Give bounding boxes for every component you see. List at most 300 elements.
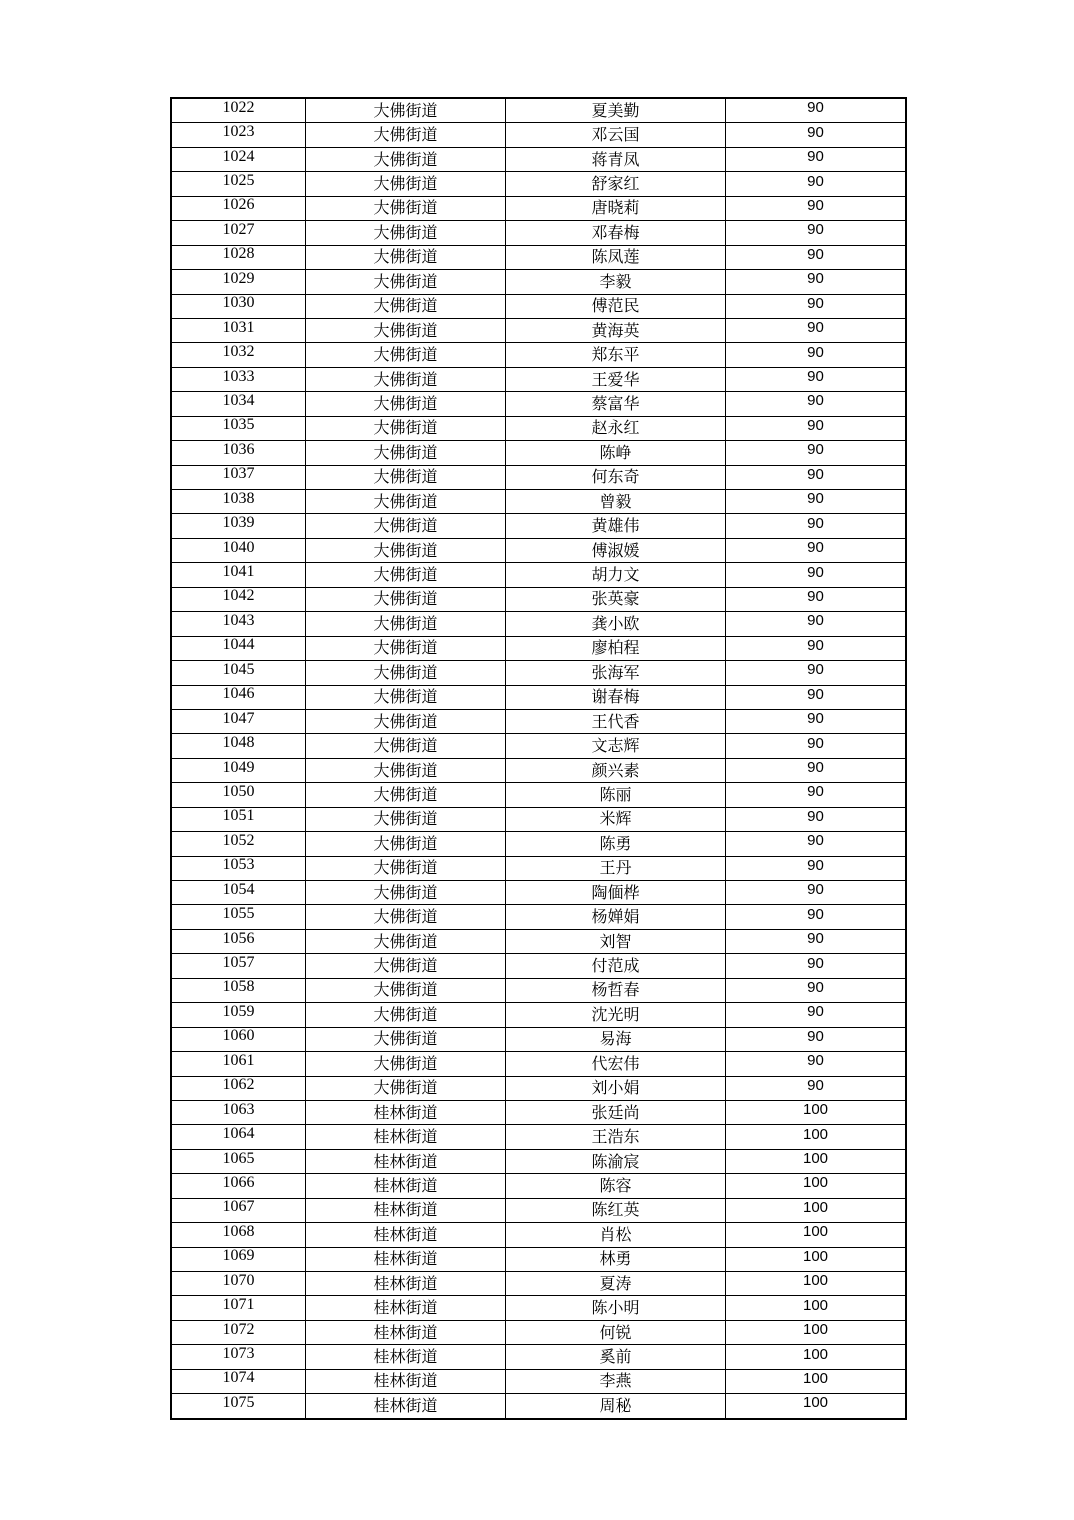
cell-name: 陈小明 [506, 1296, 726, 1320]
cell-street: 桂林街道 [306, 1198, 506, 1222]
cell-amount-text: 90 [807, 978, 824, 996]
cell-amount-text: 100 [802, 1345, 829, 1363]
cell-amount-text: 90 [807, 514, 824, 532]
cell-id-text: 1034 [222, 391, 255, 409]
cell-id [171, 856, 306, 880]
cell-amount-text: 90 [807, 636, 824, 654]
cell-amount-text: 90 [807, 856, 824, 874]
cell-id [171, 490, 306, 514]
cell-amount-text: 90 [807, 759, 824, 777]
table-row [171, 245, 906, 269]
cell-amount-text: 90 [807, 832, 824, 850]
table-row [171, 98, 906, 123]
cell-amount-text: 90 [807, 221, 824, 239]
cell-street: 大佛街道 [306, 416, 506, 440]
cell-amount [726, 1125, 907, 1149]
cell-id [171, 514, 306, 538]
cell-street: 大佛街道 [306, 147, 506, 171]
cell-amount [726, 1076, 907, 1100]
cell-amount-text: 90 [807, 392, 824, 410]
table-row [171, 1125, 906, 1149]
cell-id-text: 1035 [222, 416, 255, 434]
cell-name: 杨哲春 [506, 978, 726, 1002]
cell-name: 郑东平 [506, 343, 726, 367]
cell-amount-text: 90 [807, 416, 824, 434]
cell-amount [726, 612, 907, 636]
cell-id-text: 1057 [222, 954, 255, 972]
cell-id [171, 1223, 306, 1247]
cell-id-text: 1031 [222, 318, 255, 336]
cell-amount-text: 100 [802, 1321, 829, 1339]
table-row [171, 685, 906, 709]
cell-id-text: 1043 [222, 611, 255, 629]
table-row [171, 1149, 906, 1173]
cell-amount [726, 318, 907, 342]
cell-name: 代宏伟 [506, 1052, 726, 1076]
cell-id-text: 1037 [222, 465, 255, 483]
cell-amount [726, 587, 907, 611]
cell-amount [726, 490, 907, 514]
cell-name: 陈勇 [506, 832, 726, 856]
cell-id [171, 1125, 306, 1149]
cell-amount [726, 1003, 907, 1027]
table-row [171, 1027, 906, 1051]
cell-street: 大佛街道 [306, 563, 506, 587]
cell-id [171, 636, 306, 660]
cell-name: 夏美勤 [506, 98, 726, 123]
table-row [171, 807, 906, 831]
cell-id [171, 465, 306, 489]
cell-name: 傅范民 [506, 294, 726, 318]
cell-amount [726, 1052, 907, 1076]
cell-name: 颜兴素 [506, 758, 726, 782]
table-row [171, 465, 906, 489]
cell-name: 张廷尚 [506, 1100, 726, 1124]
table-row [171, 367, 906, 391]
cell-id-text: 1040 [222, 538, 255, 556]
cell-amount [726, 807, 907, 831]
cell-amount [726, 294, 907, 318]
cell-street: 大佛街道 [306, 367, 506, 391]
cell-amount-text: 100 [802, 1174, 829, 1192]
cell-street: 大佛街道 [306, 1027, 506, 1051]
cell-id [171, 343, 306, 367]
table-row [171, 1100, 906, 1124]
cell-street: 大佛街道 [306, 1003, 506, 1027]
cell-name: 廖柏程 [506, 636, 726, 660]
cell-name: 易海 [506, 1027, 726, 1051]
cell-name: 黄雄伟 [506, 514, 726, 538]
cell-amount-text: 90 [807, 905, 824, 923]
cell-id [171, 905, 306, 929]
cell-name: 陈红英 [506, 1198, 726, 1222]
cell-id-text: 1029 [222, 269, 255, 287]
cell-amount [726, 929, 907, 953]
cell-amount-text: 90 [807, 563, 824, 581]
cell-street: 桂林街道 [306, 1247, 506, 1271]
cell-amount [726, 221, 907, 245]
cell-id-text: 1073 [222, 1345, 255, 1363]
cell-id [171, 1052, 306, 1076]
cell-street: 桂林街道 [306, 1296, 506, 1320]
cell-amount-text: 90 [807, 1076, 824, 1094]
cell-amount-text: 90 [807, 294, 824, 312]
cell-name: 谢春梅 [506, 685, 726, 709]
cell-id-text: 1052 [222, 831, 255, 849]
cell-id-text: 1061 [222, 1051, 255, 1069]
cell-street: 大佛街道 [306, 929, 506, 953]
cell-name: 邓云国 [506, 123, 726, 147]
table-row [171, 538, 906, 562]
cell-street: 大佛街道 [306, 1052, 506, 1076]
cell-amount-text: 90 [807, 148, 824, 166]
table-row [171, 1272, 906, 1296]
cell-id [171, 1149, 306, 1173]
cell-id [171, 954, 306, 978]
table-row [171, 221, 906, 245]
cell-name: 何东奇 [506, 465, 726, 489]
table-row [171, 1198, 906, 1222]
cell-name: 黄海英 [506, 318, 726, 342]
cell-id-text: 1038 [222, 489, 255, 507]
cell-street: 大佛街道 [306, 392, 506, 416]
table-row [171, 1296, 906, 1320]
cell-amount-text: 100 [802, 1150, 829, 1168]
cell-id-text: 1063 [222, 1100, 255, 1118]
cell-name: 龚小欧 [506, 612, 726, 636]
cell-street: 大佛街道 [306, 905, 506, 929]
cell-amount [726, 123, 907, 147]
cell-id [171, 172, 306, 196]
cell-amount-text: 90 [807, 196, 824, 214]
cell-name: 王爱华 [506, 367, 726, 391]
cell-id-text: 1039 [222, 514, 255, 532]
cell-amount [726, 1149, 907, 1173]
table-row [171, 1223, 906, 1247]
cell-street: 大佛街道 [306, 661, 506, 685]
cell-amount-text: 90 [807, 612, 824, 630]
cell-amount-text: 100 [802, 1272, 829, 1290]
cell-name: 邓春梅 [506, 221, 726, 245]
cell-amount-text: 90 [807, 954, 824, 972]
table-body [171, 98, 906, 1419]
cell-id-text: 1033 [222, 367, 255, 385]
cell-street: 大佛街道 [306, 832, 506, 856]
cell-street: 大佛街道 [306, 98, 506, 123]
cell-id [171, 416, 306, 440]
cell-amount [726, 1174, 907, 1198]
cell-street: 大佛街道 [306, 490, 506, 514]
cell-amount-text: 90 [807, 734, 824, 752]
cell-street: 桂林街道 [306, 1394, 506, 1419]
cell-name: 张英豪 [506, 587, 726, 611]
cell-amount [726, 1100, 907, 1124]
cell-id-text: 1067 [222, 1198, 255, 1216]
cell-amount-text: 100 [802, 1369, 829, 1387]
table-row [171, 661, 906, 685]
cell-id [171, 147, 306, 171]
cell-street: 大佛街道 [306, 196, 506, 220]
cell-amount-text: 90 [807, 881, 824, 899]
cell-amount-text: 100 [802, 1296, 829, 1314]
data-table [170, 97, 907, 1420]
cell-amount [726, 832, 907, 856]
cell-id-text: 1060 [222, 1027, 255, 1045]
cell-street: 大佛街道 [306, 783, 506, 807]
cell-id-text: 1064 [222, 1125, 255, 1143]
cell-id [171, 978, 306, 1002]
cell-name: 陈容 [506, 1174, 726, 1198]
cell-amount [726, 147, 907, 171]
cell-id-text: 1055 [222, 905, 255, 923]
cell-amount-text: 90 [807, 441, 824, 459]
cell-street: 大佛街道 [306, 294, 506, 318]
cell-id-text: 1022 [222, 98, 255, 116]
cell-id [171, 294, 306, 318]
cell-id [171, 1247, 306, 1271]
cell-name: 王浩东 [506, 1125, 726, 1149]
cell-name: 赵永红 [506, 416, 726, 440]
table-row [171, 783, 906, 807]
cell-name: 陈峥 [506, 441, 726, 465]
cell-name: 夏涛 [506, 1272, 726, 1296]
cell-amount [726, 661, 907, 685]
table-row [171, 954, 906, 978]
cell-street: 桂林街道 [306, 1174, 506, 1198]
table-row [171, 758, 906, 782]
cell-id [171, 1198, 306, 1222]
cell-amount [726, 441, 907, 465]
cell-name: 曾毅 [506, 490, 726, 514]
table-row [171, 734, 906, 758]
table-row [171, 392, 906, 416]
cell-street: 大佛街道 [306, 612, 506, 636]
cell-id [171, 832, 306, 856]
cell-amount-text: 90 [807, 123, 824, 141]
cell-street: 桂林街道 [306, 1100, 506, 1124]
table-row [171, 490, 906, 514]
cell-name: 陈凤莲 [506, 245, 726, 269]
cell-id-text: 1068 [222, 1222, 255, 1240]
cell-id-text: 1047 [222, 709, 255, 727]
table-row [171, 514, 906, 538]
cell-name: 蔡富华 [506, 392, 726, 416]
cell-amount-text: 90 [807, 783, 824, 801]
cell-id-text: 1026 [222, 196, 255, 214]
cell-street: 大佛街道 [306, 270, 506, 294]
table-row [171, 636, 906, 660]
cell-id-text: 1066 [222, 1173, 255, 1191]
table-row [171, 441, 906, 465]
cell-amount-text: 90 [807, 1052, 824, 1070]
cell-id [171, 563, 306, 587]
table-row [171, 123, 906, 147]
cell-amount [726, 563, 907, 587]
cell-amount [726, 1394, 907, 1419]
cell-id [171, 734, 306, 758]
cell-id [171, 441, 306, 465]
cell-id-text: 1046 [222, 685, 255, 703]
cell-id [171, 1369, 306, 1393]
table-row [171, 294, 906, 318]
cell-name: 王丹 [506, 856, 726, 880]
table-row [171, 1394, 906, 1419]
table-row [171, 1052, 906, 1076]
cell-street: 大佛街道 [306, 954, 506, 978]
cell-amount-text: 90 [807, 245, 824, 263]
cell-amount [726, 465, 907, 489]
cell-amount [726, 245, 907, 269]
cell-id [171, 929, 306, 953]
cell-name: 杨婵娟 [506, 905, 726, 929]
cell-id [171, 392, 306, 416]
table-row [171, 416, 906, 440]
cell-name: 陈丽 [506, 783, 726, 807]
table-row [171, 172, 906, 196]
cell-street: 大佛街道 [306, 514, 506, 538]
cell-street: 大佛街道 [306, 856, 506, 880]
cell-amount [726, 856, 907, 880]
table-row [171, 1369, 906, 1393]
cell-amount [726, 1296, 907, 1320]
cell-id [171, 587, 306, 611]
table-row [171, 1174, 906, 1198]
cell-name: 肖松 [506, 1223, 726, 1247]
cell-amount [726, 1198, 907, 1222]
cell-id-text: 1024 [222, 147, 255, 165]
cell-id-text: 1053 [222, 856, 255, 874]
cell-amount-text: 90 [807, 270, 824, 288]
cell-id-text: 1041 [222, 563, 255, 581]
cell-amount [726, 196, 907, 220]
cell-amount [726, 98, 907, 123]
cell-street: 大佛街道 [306, 123, 506, 147]
cell-name: 沈光明 [506, 1003, 726, 1027]
cell-id [171, 612, 306, 636]
cell-amount [726, 1027, 907, 1051]
cell-street: 桂林街道 [306, 1125, 506, 1149]
cell-id-text: 1049 [222, 758, 255, 776]
cell-amount [726, 636, 907, 660]
cell-name: 米辉 [506, 807, 726, 831]
cell-id [171, 196, 306, 220]
cell-id [171, 1394, 306, 1419]
cell-amount-text: 90 [807, 587, 824, 605]
cell-id [171, 661, 306, 685]
cell-name: 舒家红 [506, 172, 726, 196]
cell-id [171, 1027, 306, 1051]
cell-id [171, 538, 306, 562]
table-row [171, 1247, 906, 1271]
cell-amount-text: 90 [807, 465, 824, 483]
table-row [171, 587, 906, 611]
cell-id-text: 1069 [222, 1247, 255, 1265]
cell-street: 大佛街道 [306, 587, 506, 611]
cell-amount [726, 367, 907, 391]
cell-id [171, 123, 306, 147]
table-row [171, 1345, 906, 1369]
cell-id-text: 1071 [222, 1296, 255, 1314]
cell-name: 林勇 [506, 1247, 726, 1271]
cell-amount [726, 905, 907, 929]
table-row [171, 1076, 906, 1100]
cell-id [171, 221, 306, 245]
cell-id-text: 1074 [222, 1369, 255, 1387]
cell-id [171, 709, 306, 733]
cell-street: 桂林街道 [306, 1345, 506, 1369]
table-row [171, 270, 906, 294]
cell-amount-text: 90 [807, 930, 824, 948]
cell-amount-text: 100 [802, 1101, 829, 1119]
cell-amount [726, 1272, 907, 1296]
cell-amount-text: 90 [807, 343, 824, 361]
cell-id-text: 1070 [222, 1271, 255, 1289]
cell-id-text: 1036 [222, 440, 255, 458]
cell-id [171, 685, 306, 709]
cell-name: 付范成 [506, 954, 726, 978]
table-row [171, 1003, 906, 1027]
cell-id-text: 1032 [222, 343, 255, 361]
cell-id-text: 1056 [222, 929, 255, 947]
cell-amount-text: 90 [807, 710, 824, 728]
cell-amount-text: 90 [807, 1003, 824, 1021]
cell-name: 王代香 [506, 709, 726, 733]
cell-street: 桂林街道 [306, 1149, 506, 1173]
cell-name: 李毅 [506, 270, 726, 294]
cell-amount [726, 954, 907, 978]
cell-name: 何锐 [506, 1320, 726, 1344]
cell-id [171, 1003, 306, 1027]
cell-name: 刘智 [506, 929, 726, 953]
cell-amount-text: 90 [807, 172, 824, 190]
cell-id [171, 98, 306, 123]
cell-id [171, 1296, 306, 1320]
cell-id-text: 1028 [222, 245, 255, 263]
cell-amount-text: 90 [807, 661, 824, 679]
cell-street: 大佛街道 [306, 709, 506, 733]
cell-name: 蒋青凤 [506, 147, 726, 171]
cell-amount [726, 783, 907, 807]
cell-id [171, 245, 306, 269]
cell-amount-text: 90 [807, 319, 824, 337]
cell-name: 刘小娟 [506, 1076, 726, 1100]
cell-amount-text: 100 [802, 1223, 829, 1241]
cell-name: 张海军 [506, 661, 726, 685]
cell-id-text: 1044 [222, 636, 255, 654]
table-row [171, 147, 906, 171]
cell-id-text: 1027 [222, 220, 255, 238]
cell-street: 大佛街道 [306, 636, 506, 660]
cell-name: 傅淑媛 [506, 538, 726, 562]
cell-amount [726, 343, 907, 367]
cell-street: 大佛街道 [306, 685, 506, 709]
cell-id-text: 1042 [222, 587, 255, 605]
cell-street: 大佛街道 [306, 343, 506, 367]
cell-id [171, 1320, 306, 1344]
cell-street: 桂林街道 [306, 1223, 506, 1247]
cell-street: 大佛街道 [306, 807, 506, 831]
cell-id-text: 1048 [222, 734, 255, 752]
cell-id [171, 318, 306, 342]
cell-amount [726, 270, 907, 294]
cell-id-text: 1045 [222, 660, 255, 678]
cell-name: 胡力文 [506, 563, 726, 587]
cell-street: 大佛街道 [306, 734, 506, 758]
cell-id-text: 1025 [222, 172, 255, 190]
cell-id [171, 1345, 306, 1369]
table-row [171, 881, 906, 905]
table-row [171, 196, 906, 220]
